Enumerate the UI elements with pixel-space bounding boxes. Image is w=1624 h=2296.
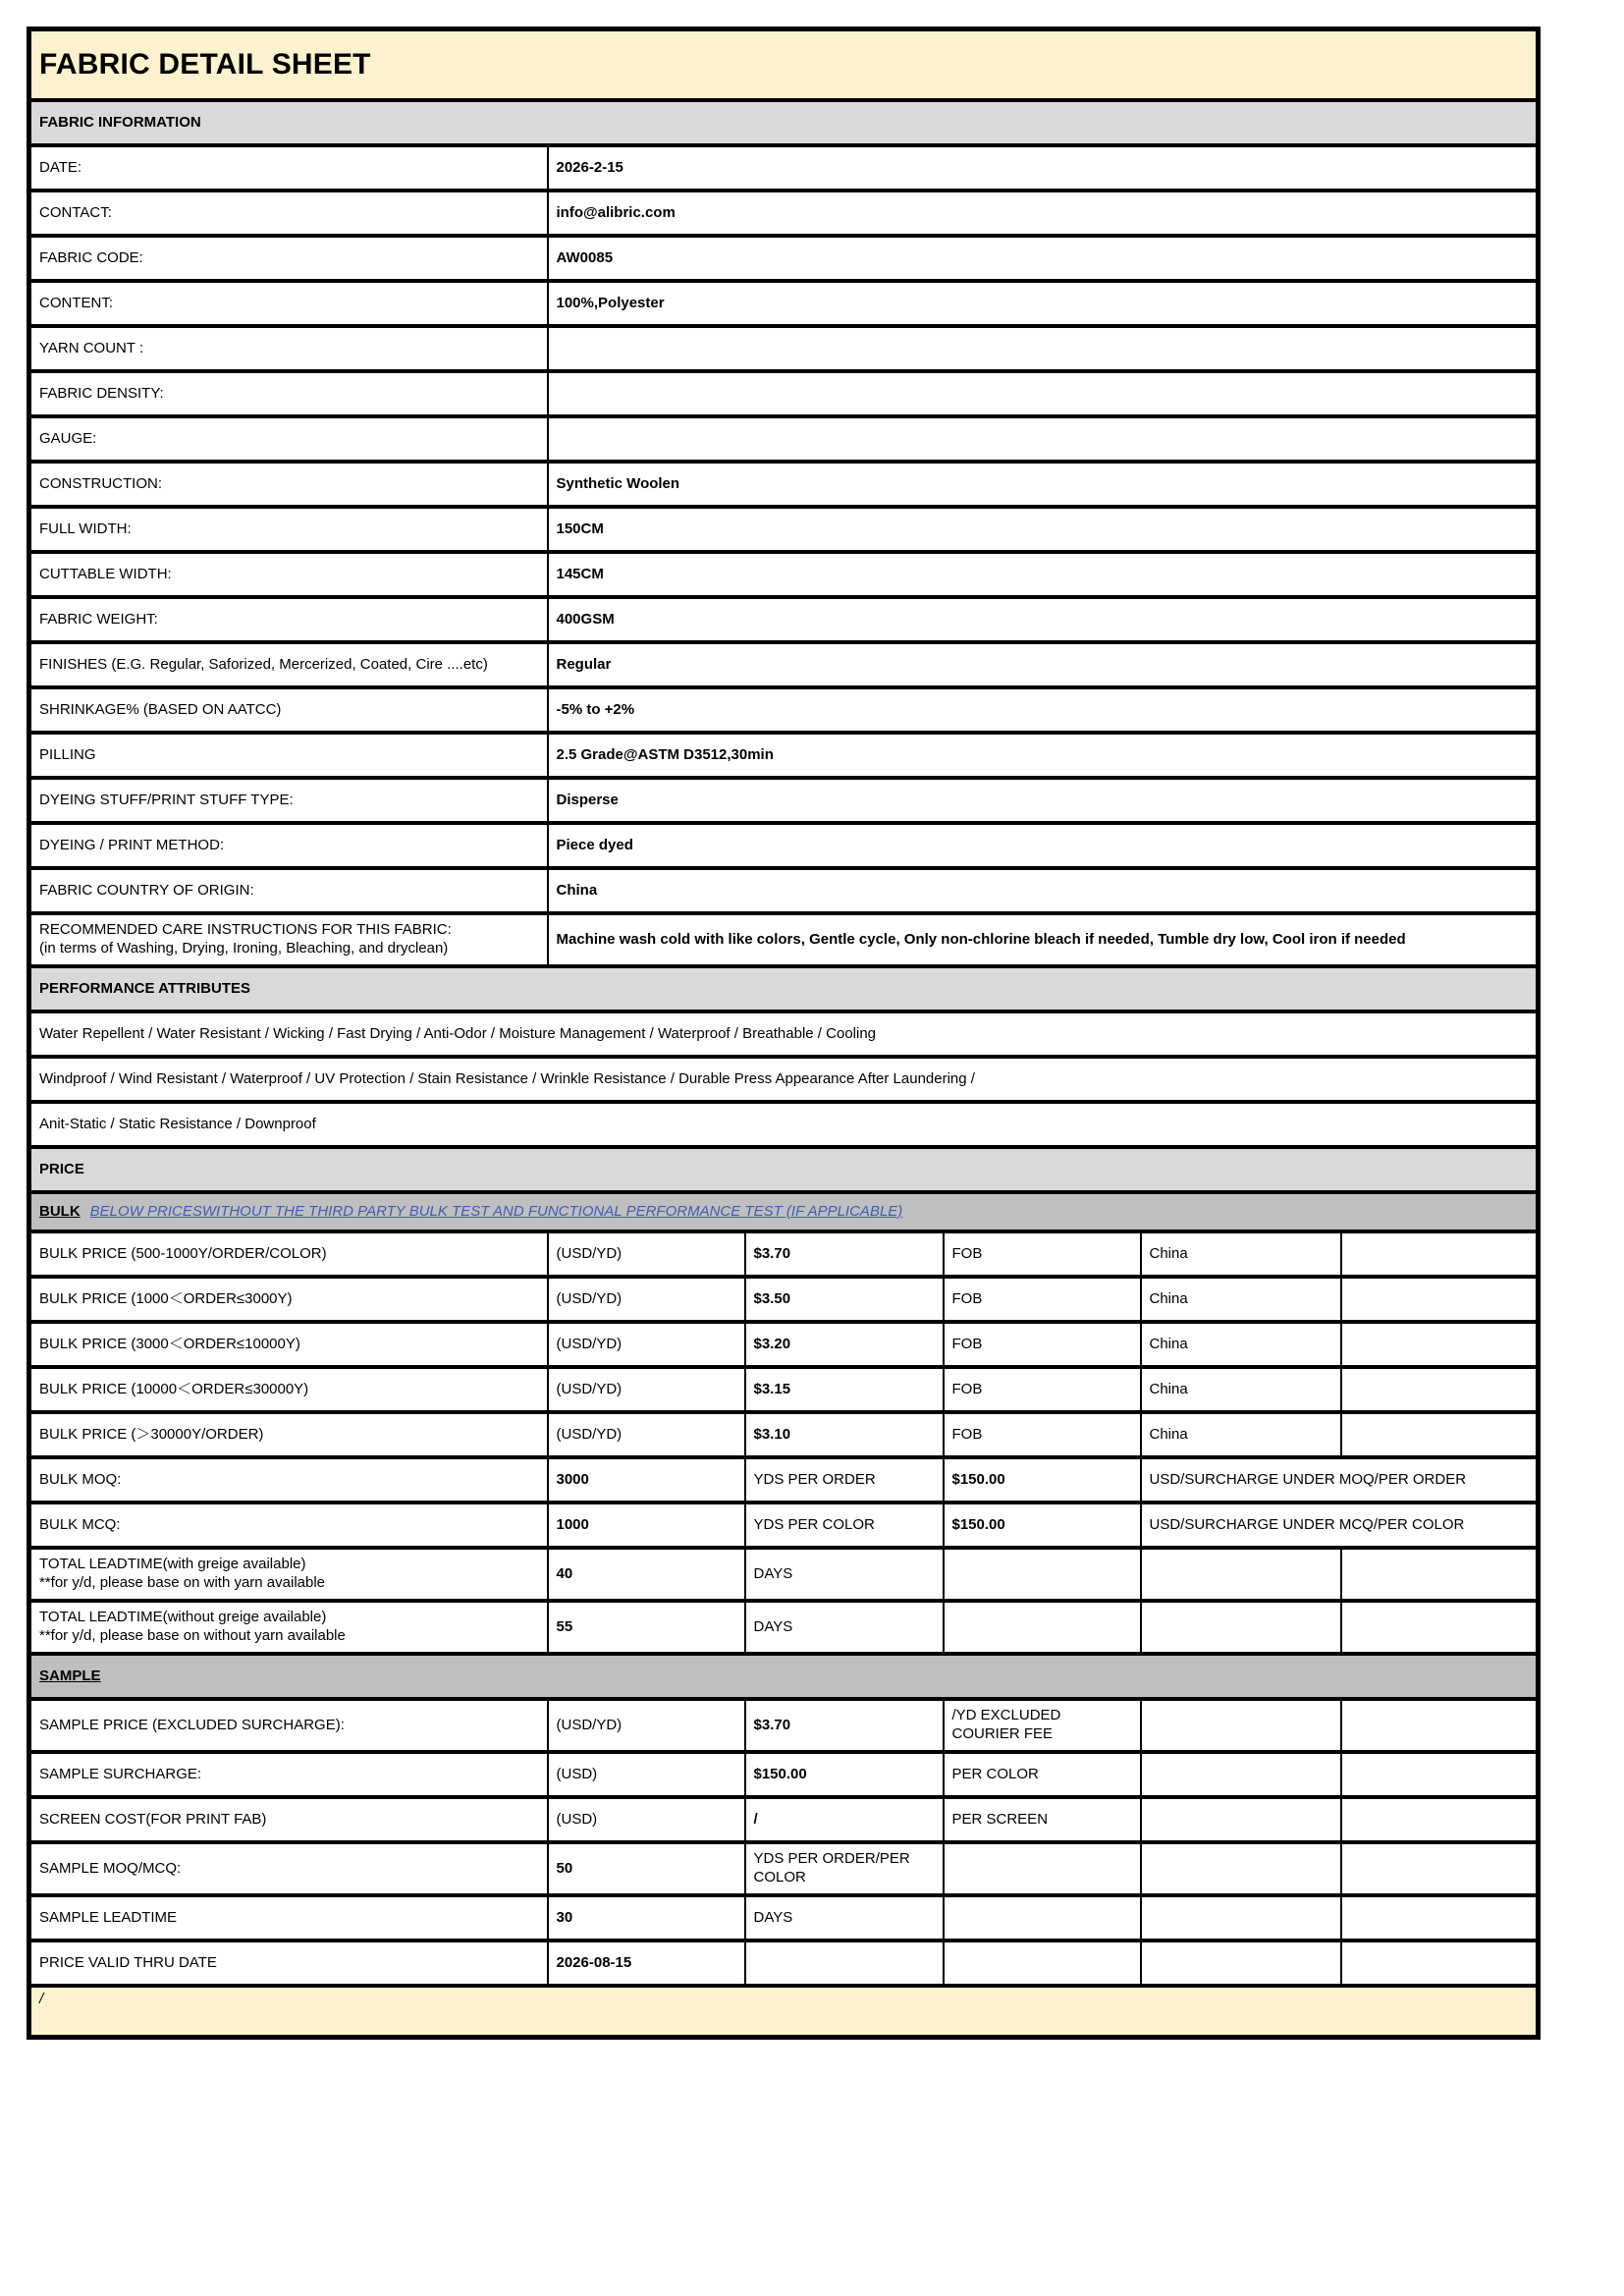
performance-row-3: Anit-Static / Static Resistance / Downproof: [29, 1102, 1539, 1147]
leadtime-label-line1: TOTAL LEADTIME(without greige available): [39, 1609, 327, 1626]
sample-surcharge-label: SAMPLE SURCHARGE:: [29, 1752, 548, 1797]
footer-slash-cell: /: [29, 1986, 1539, 2038]
bulk-price-row-price: $3.50: [745, 1277, 944, 1322]
screen-cost-label: SCREEN COST(FOR PRINT FAB): [29, 1797, 548, 1842]
leadtime-label-line2: **for y/d, please base on without yarn available: [39, 1627, 346, 1644]
sample-surcharge-value: $150.00: [745, 1752, 944, 1797]
bulk-price-row-extra: [1341, 1367, 1539, 1412]
sample-empty-cell: [1141, 1797, 1341, 1842]
bulk-price-row-label: BULK PRICE (10000＜ORDER≤30000Y): [29, 1367, 548, 1412]
row-pilling-label: PILLING: [29, 733, 548, 778]
bulk-price-row-extra: [1341, 1277, 1539, 1322]
bulk-price-row-term: FOB: [944, 1322, 1141, 1367]
leadtime-empty-cell: [944, 1601, 1141, 1654]
bulk-price-row-extra: [1341, 1322, 1539, 1367]
sample-empty-cell: [944, 1842, 1141, 1895]
bulk-price-row-price: $3.20: [745, 1322, 944, 1367]
bulk-price-row-label: BULK PRICE (1000＜ORDER≤3000Y): [29, 1277, 548, 1322]
row-origin-label: FABRIC COUNTRY OF ORIGIN:: [29, 868, 548, 913]
bulk-mcq-qty: 1000: [548, 1503, 745, 1548]
care-value-text: Machine wash cold with like colors, Gentle cycle, Only non-chlorine bleach if needed, Tumble dry low, Cool iron if needed: [556, 930, 1406, 948]
bulk-price-row-unit: (USD/YD): [548, 1231, 745, 1277]
row-content-value: 100%,Polyester: [548, 281, 1539, 326]
sample-moq-unit-text: YDS PER ORDER/PER COLOR: [753, 1850, 910, 1886]
row-finishes-label: FINISHES (E.G. Regular, Saforized, Mercerized, Coated, Cire ....etc): [29, 642, 548, 687]
row-shrinkage-value: -5% to +2%: [548, 687, 1539, 733]
bulk-note-link[interactable]: BELOW PRICESWITHOUT THE THIRD PARTY BULK TEST AND FUNCTIONAL PERFORMANCE TEST (IF APPLICABLE): [89, 1202, 903, 1220]
leadtime-empty-cell: [944, 1548, 1141, 1601]
row-care-value: [548, 913, 1539, 966]
sample-empty-cell: [1341, 1895, 1539, 1941]
screen-cost-unit: (USD): [548, 1797, 745, 1842]
page-title: FABRIC DETAIL SHEET: [29, 29, 1539, 101]
bulk-price-row-unit: (USD/YD): [548, 1412, 745, 1457]
bulk-moq-label: BULK MOQ:: [29, 1457, 548, 1503]
leadtime-empty-cell: [1341, 1601, 1539, 1654]
bulk-price-row-term: FOB: [944, 1412, 1141, 1457]
sample-price-unit: (USD/YD): [548, 1699, 745, 1752]
row-dyeing-stuff-value: Disperse: [548, 778, 1539, 823]
bulk-price-row-term: FOB: [944, 1231, 1141, 1277]
sample-empty-cell: [1141, 1699, 1341, 1752]
leadtime-label-line1: TOTAL LEADTIME(with greige available): [39, 1556, 306, 1573]
row-construction-value: Synthetic Woolen: [548, 462, 1539, 507]
section-header-performance-attributes: PERFORMANCE ATTRIBUTES: [29, 966, 1539, 1011]
sample-empty-cell: [1141, 1752, 1341, 1797]
sample-header-text: SAMPLE: [39, 1667, 101, 1684]
bulk-price-row-extra: [1341, 1412, 1539, 1457]
sample-price-label: SAMPLE PRICE (EXCLUDED SURCHARGE):: [29, 1699, 548, 1752]
sample-empty-cell: [1341, 1842, 1539, 1895]
bulk-moq-note: USD/SURCHARGE UNDER MOQ/PER ORDER: [1141, 1457, 1539, 1503]
sample-empty-cell: [1141, 1941, 1341, 1986]
row-pilling-value: 2.5 Grade@ASTM D3512,30min: [548, 733, 1539, 778]
section-header-price: PRICE: [29, 1147, 1539, 1192]
leadtime-without-greige-value: 55: [548, 1601, 745, 1654]
sample-empty-cell: [1341, 1797, 1539, 1842]
bulk-price-row-origin: China: [1141, 1412, 1341, 1457]
bulk-price-row-origin: China: [1141, 1322, 1341, 1367]
row-contact-label: CONTACT:: [29, 191, 548, 236]
row-fabric-weight-value: 400GSM: [548, 597, 1539, 642]
sample-empty-cell: [944, 1895, 1141, 1941]
row-fabric-code-label: FABRIC CODE:: [29, 236, 548, 281]
row-content-label: CONTENT:: [29, 281, 548, 326]
screen-cost-note: PER SCREEN: [944, 1797, 1141, 1842]
row-fabric-density-value: [548, 371, 1539, 416]
row-dyeing-method-value: Piece dyed: [548, 823, 1539, 868]
bulk-price-row-unit: (USD/YD): [548, 1322, 745, 1367]
section-header-fabric-information: FABRIC INFORMATION: [29, 100, 1539, 145]
sample-price-note-text: /YD EXCLUDED COURIER FEE: [951, 1707, 1061, 1742]
leadtime-label-line2: **for y/d, please base on with yarn available: [39, 1574, 326, 1591]
bulk-price-row-origin: China: [1141, 1231, 1341, 1277]
bulk-moq-fee: $150.00: [944, 1457, 1141, 1503]
leadtime-with-greige-label: [29, 1548, 548, 1601]
row-dyeing-method-label: DYEING / PRINT METHOD:: [29, 823, 548, 868]
care-label-line2: (in terms of Washing, Drying, Ironing, Bleaching, and dryclean): [39, 940, 449, 957]
bulk-price-row-term: FOB: [944, 1277, 1141, 1322]
sample-price-value: $3.70: [745, 1699, 944, 1752]
leadtime-without-greige-label: [29, 1601, 548, 1654]
bulk-price-row-price: $3.70: [745, 1231, 944, 1277]
sample-empty-cell: [745, 1941, 944, 1986]
sample-leadtime-value: 30: [548, 1895, 745, 1941]
row-full-width-value: 150CM: [548, 507, 1539, 552]
row-fabric-weight-label: FABRIC WEIGHT:: [29, 597, 548, 642]
price-valid-label: PRICE VALID THRU DATE: [29, 1941, 548, 1986]
care-label-line1: RECOMMENDED CARE INSTRUCTIONS FOR THIS FABRIC:: [39, 921, 452, 939]
row-shrinkage-label: SHRINKAGE% (BASED ON AATCC): [29, 687, 548, 733]
row-construction-label: CONSTRUCTION:: [29, 462, 548, 507]
bulk-mcq-label: BULK MCQ:: [29, 1503, 548, 1548]
performance-row-1: Water Repellent / Water Resistant / Wicking / Fast Drying / Anti-Odor / Moisture Management / Waterproof / Breathable / Cooling: [29, 1011, 1539, 1057]
screen-cost-value: /: [745, 1797, 944, 1842]
bulk-price-row-label: BULK PRICE (＞30000Y/ORDER): [29, 1412, 548, 1457]
bulk-price-row-unit: (USD/YD): [548, 1277, 745, 1322]
performance-row-2: Windproof / Wind Resistant / Waterproof / UV Protection / Stain Resistance / Wrinkle Resistance / Durable Press Appearance After Laundering /: [29, 1057, 1539, 1102]
row-origin-value: China: [548, 868, 1539, 913]
bulk-mcq-fee: $150.00: [944, 1503, 1141, 1548]
row-fabric-code-value: AW0085: [548, 236, 1539, 281]
row-finishes-value: Regular: [548, 642, 1539, 687]
bulk-price-row-extra: [1341, 1231, 1539, 1277]
leadtime-with-greige-value: 40: [548, 1548, 745, 1601]
leadtime-empty-cell: [1141, 1601, 1341, 1654]
sample-moq-unit: [745, 1842, 944, 1895]
sample-empty-cell: [1141, 1842, 1341, 1895]
bulk-price-row-origin: China: [1141, 1277, 1341, 1322]
price-valid-value: 2026-08-15: [548, 1941, 745, 1986]
sample-empty-cell: [1341, 1752, 1539, 1797]
sample-leadtime-label: SAMPLE LEADTIME: [29, 1895, 548, 1941]
row-fabric-density-label: FABRIC DENSITY:: [29, 371, 548, 416]
sample-empty-cell: [1341, 1699, 1539, 1752]
bulk-price-row-origin: China: [1141, 1367, 1341, 1412]
bulk-price-row-term: FOB: [944, 1367, 1141, 1412]
sample-price-note: [944, 1699, 1141, 1752]
bulk-price-row-unit: (USD/YD): [548, 1367, 745, 1412]
bulk-price-row-price: $3.10: [745, 1412, 944, 1457]
row-yarn-count-label: YARN COUNT :: [29, 326, 548, 371]
sample-empty-cell: [1141, 1895, 1341, 1941]
bulk-price-row-label: BULK PRICE (3000＜ORDER≤10000Y): [29, 1322, 548, 1367]
sample-empty-cell: [1341, 1941, 1539, 1986]
leadtime-without-greige-unit: DAYS: [745, 1601, 944, 1654]
sample-surcharge-note: PER COLOR: [944, 1752, 1141, 1797]
bulk-moq-unit: YDS PER ORDER: [745, 1457, 944, 1503]
leadtime-empty-cell: [1141, 1548, 1341, 1601]
row-dyeing-stuff-label: DYEING STUFF/PRINT STUFF TYPE:: [29, 778, 548, 823]
leadtime-empty-cell: [1341, 1548, 1539, 1601]
row-yarn-count-value: [548, 326, 1539, 371]
leadtime-with-greige-unit: DAYS: [745, 1548, 944, 1601]
fabric-detail-sheet: [27, 27, 1541, 2040]
sample-empty-cell: [944, 1941, 1141, 1986]
sample-leadtime-unit: DAYS: [745, 1895, 944, 1941]
section-header-sample: [29, 1654, 1539, 1699]
row-contact-value: info@alibric.com: [548, 191, 1539, 236]
bulk-price-row-label: BULK PRICE (500-1000Y/ORDER/COLOR): [29, 1231, 548, 1277]
row-gauge-label: GAUGE:: [29, 416, 548, 462]
row-full-width-label: FULL WIDTH:: [29, 507, 548, 552]
bulk-mcq-note: USD/SURCHARGE UNDER MCQ/PER COLOR: [1141, 1503, 1539, 1548]
sample-surcharge-unit: (USD): [548, 1752, 745, 1797]
row-care-label: [29, 913, 548, 966]
bulk-price-row-price: $3.15: [745, 1367, 944, 1412]
row-cuttable-width-label: CUTTABLE WIDTH:: [29, 552, 548, 597]
sample-moq-label: SAMPLE MOQ/MCQ:: [29, 1842, 548, 1895]
row-date-label: DATE:: [29, 145, 548, 191]
bulk-label: BULK: [39, 1202, 81, 1220]
sample-moq-qty: 50: [548, 1842, 745, 1895]
row-date-value: 2026-2-15: [548, 145, 1539, 191]
bulk-moq-qty: 3000: [548, 1457, 745, 1503]
bulk-mcq-unit: YDS PER COLOR: [745, 1503, 944, 1548]
row-gauge-value: [548, 416, 1539, 462]
row-cuttable-width-value: 145CM: [548, 552, 1539, 597]
bulk-note-row: [29, 1192, 1539, 1231]
